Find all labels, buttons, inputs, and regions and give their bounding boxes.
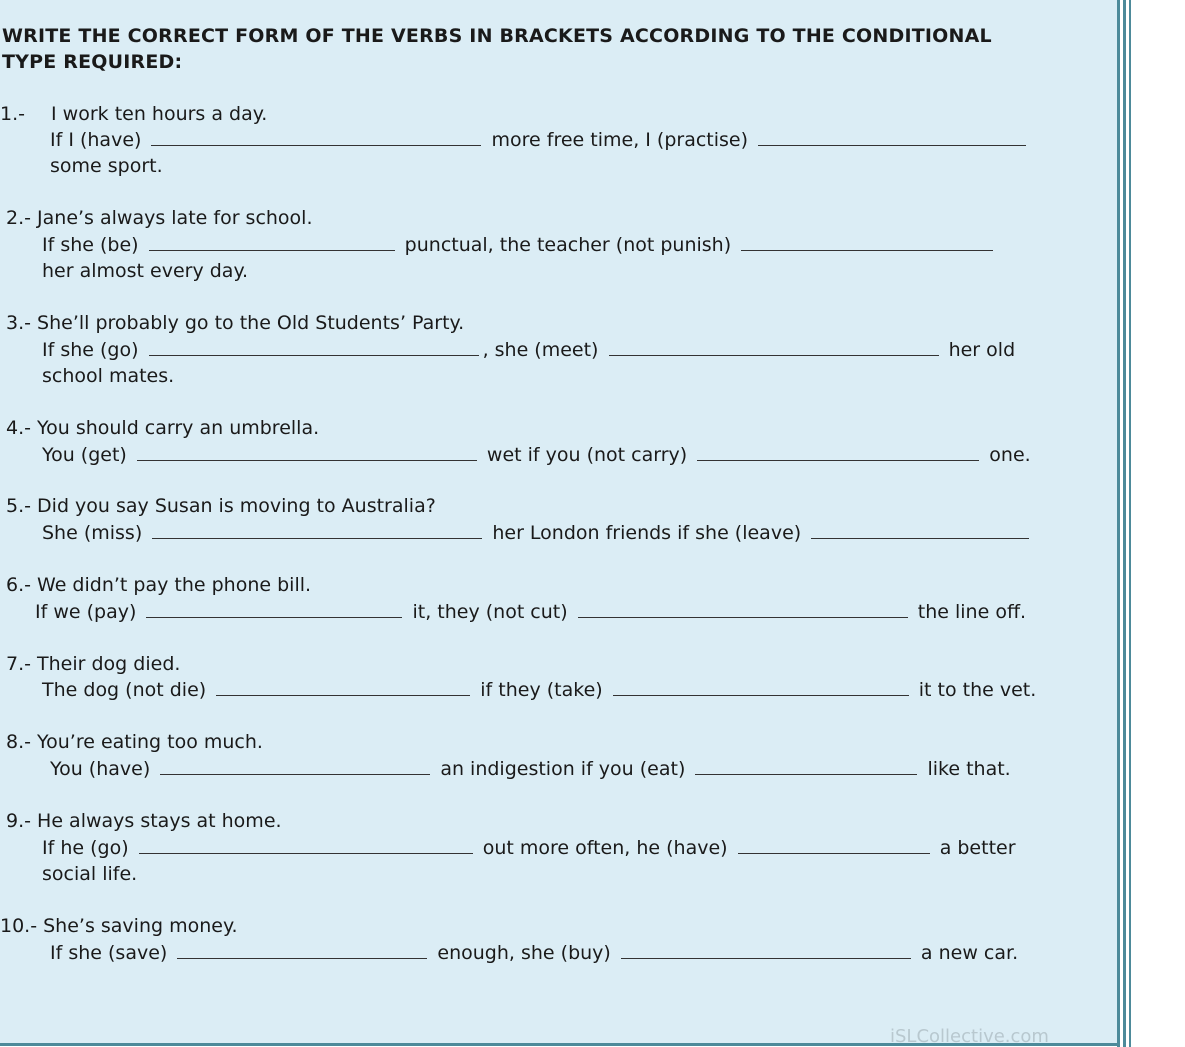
exercise-8-sentence <box>50 756 1011 782</box>
sentence-part: , she (meet) <box>482 339 599 361</box>
answer-blank[interactable] <box>137 442 477 461</box>
exercise-5-sentence <box>42 520 1033 546</box>
title-line-1: WRITE THE CORRECT FORM OF THE VERBS IN BRACKETS ACCORDING TO THE CONDITIONAL <box>2 25 992 47</box>
exercise-number: 5.- <box>6 495 31 517</box>
answer-blank[interactable] <box>811 520 1029 539</box>
answer-blank[interactable] <box>695 756 917 775</box>
answer-blank[interactable] <box>578 599 908 618</box>
sentence-part: like that. <box>927 758 1011 780</box>
site-watermark: iSLCollective.com <box>890 1026 1049 1047</box>
exercise-2-continuation: her almost every day. <box>42 260 249 282</box>
sentence-part: one. <box>989 444 1031 466</box>
exercise-number: 1.- <box>0 103 25 125</box>
sentence-part: it, they (not cut) <box>412 601 568 623</box>
frame-border-line <box>1123 0 1126 1047</box>
answer-blank[interactable] <box>613 677 909 696</box>
exercise-3-prompt <box>6 310 464 336</box>
sentence-part: her old <box>948 339 1016 361</box>
sentence-part: more free time, I (practise) <box>491 129 749 151</box>
answer-blank[interactable] <box>152 520 482 539</box>
exercise-1-sentence <box>50 127 1030 153</box>
prompt-text: She’s saving money. <box>43 915 238 937</box>
exercise-number: 7.- <box>6 653 31 675</box>
exercise-5-prompt <box>6 493 436 519</box>
exercise-1-prompt <box>0 101 267 127</box>
sentence-part: enough, she (buy) <box>437 942 611 964</box>
exercise-4-prompt <box>6 415 319 441</box>
sentence-part: You (have) <box>50 758 151 780</box>
exercise-1-continuation: some sport. <box>50 155 163 177</box>
answer-blank[interactable] <box>160 756 430 775</box>
exercise-2-sentence <box>42 232 997 258</box>
exercise-10-sentence <box>50 940 1018 966</box>
sentence-part: If she (go) <box>42 339 139 361</box>
sentence-part: She (miss) <box>42 522 143 544</box>
sentence-part: If he (go) <box>42 837 129 859</box>
answer-blank[interactable] <box>149 337 479 356</box>
prompt-text: He always stays at home. <box>37 810 282 832</box>
prompt-text: You’re eating too much. <box>37 731 263 753</box>
sentence-part: the line off. <box>917 601 1027 623</box>
sentence-part: out more often, he (have) <box>482 837 728 859</box>
answer-blank[interactable] <box>697 442 979 461</box>
sentence-part: a better <box>939 837 1016 859</box>
sentence-part: The dog (not die) <box>42 679 207 701</box>
sentence-part: if they (take) <box>480 679 603 701</box>
answer-blank[interactable] <box>146 599 402 618</box>
exercise-6-sentence <box>35 599 1026 625</box>
prompt-text: Did you say Susan is moving to Australia? <box>37 495 436 517</box>
page-edge-mark <box>1176 1030 1182 1038</box>
exercise-9-sentence <box>42 835 1016 861</box>
exercise-10-prompt <box>0 913 238 939</box>
answer-blank[interactable] <box>621 940 911 959</box>
exercise-number: 3.- <box>6 312 31 334</box>
exercise-4-sentence <box>42 442 1031 468</box>
exercise-2-prompt <box>6 205 313 231</box>
sentence-part: an indigestion if you (eat) <box>440 758 686 780</box>
prompt-text: I work ten hours a day. <box>51 103 268 125</box>
sentence-part: If I (have) <box>50 129 142 151</box>
frame-border-line <box>1117 0 1120 1047</box>
answer-blank[interactable] <box>151 127 481 146</box>
title-line-2: TYPE REQUIRED: <box>2 51 183 73</box>
answer-blank[interactable] <box>139 835 473 854</box>
exercise-3-continuation: school mates. <box>42 365 175 387</box>
exercise-number: 2.- <box>6 207 31 229</box>
exercise-9-continuation: social life. <box>42 863 138 885</box>
sentence-part: If she (be) <box>42 234 139 256</box>
answer-blank[interactable] <box>738 835 930 854</box>
frame-border-line <box>1129 0 1131 1047</box>
prompt-text: We didn’t pay the phone bill. <box>37 574 312 596</box>
exercise-number: 8.- <box>6 731 31 753</box>
prompt-text: She’ll probably go to the Old Students’ Party. <box>37 312 465 334</box>
sentence-part: You (get) <box>42 444 127 466</box>
exercise-6-prompt <box>6 572 311 598</box>
exercise-number: 10.- <box>0 915 38 937</box>
exercise-number: 9.- <box>6 810 31 832</box>
prompt-text: You should carry an umbrella. <box>37 417 320 439</box>
exercise-3-sentence <box>42 337 1015 363</box>
exercise-9-prompt <box>6 808 282 834</box>
answer-blank[interactable] <box>216 677 470 696</box>
answer-blank[interactable] <box>758 127 1026 146</box>
prompt-text: Their dog died. <box>37 653 181 675</box>
sentence-part: a new car. <box>920 942 1019 964</box>
sentence-part: If she (save) <box>50 942 168 964</box>
answer-blank[interactable] <box>177 940 427 959</box>
sentence-part: If we (pay) <box>35 601 137 623</box>
answer-blank[interactable] <box>609 337 939 356</box>
prompt-text: Jane’s always late for school. <box>37 207 313 229</box>
sentence-part: punctual, the teacher (not punish) <box>404 234 732 256</box>
exercise-7-sentence <box>42 677 1036 703</box>
sentence-part: it to the vet. <box>918 679 1037 701</box>
worksheet-title <box>2 23 992 75</box>
sentence-part: her London friends if she (leave) <box>492 522 802 544</box>
answer-blank[interactable] <box>741 232 993 251</box>
exercise-7-prompt <box>6 651 180 677</box>
exercise-number: 4.- <box>6 417 31 439</box>
sentence-part: wet if you (not carry) <box>486 444 688 466</box>
exercise-8-prompt <box>6 729 263 755</box>
exercise-number: 6.- <box>6 574 31 596</box>
answer-blank[interactable] <box>149 232 395 251</box>
